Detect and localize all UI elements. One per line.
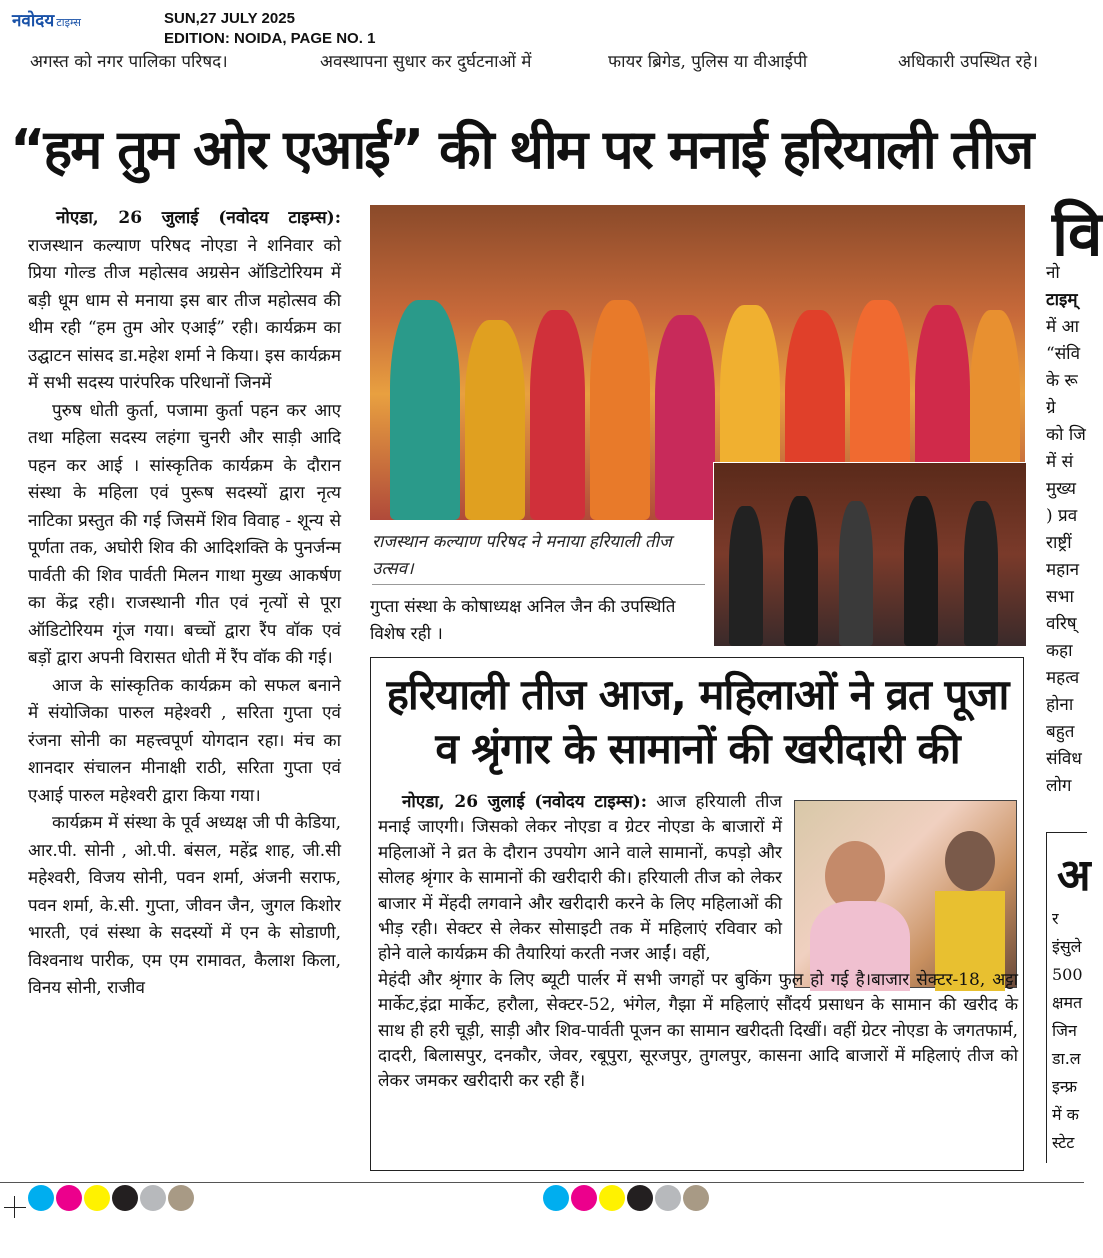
registration-swatch xyxy=(655,1185,681,1211)
fragment-line: सभा xyxy=(1046,587,1074,607)
adjacent-box-headline: अ xyxy=(1057,850,1091,901)
adjacent-headline: वि xyxy=(1052,197,1103,270)
newspaper-logo xyxy=(12,8,81,31)
fragment-line: जिन xyxy=(1052,1021,1077,1040)
strip-text: अवस्थापना सुधार कर दुर्घटनाओं में xyxy=(320,52,532,72)
article-lead xyxy=(378,790,782,968)
article-paragraph: आज के सांस्कृतिक कार्यक्रम को सफल बनाने में संयोजिका पारुल महेश्वरी , सरिता गुप्ता एवं रंजना सोनी का महत्त्वपूर्ण योगदान रहा। मंच का शानदार संचालन मीनाक्षी राठी, सरिता गुप्ता एवं एआई पारुल महेश्वरी द्वारा किया गया। xyxy=(28,675,341,806)
article-dateline: नोएडा, 26 जुलाई (नवोदय टाइम्स): xyxy=(56,208,341,228)
article-continuation: गुप्ता संस्था के कोषाध्यक्ष अनिल जैन की उपस्थिति विशेष रही । xyxy=(370,597,676,644)
edition-info xyxy=(164,9,375,49)
adjacent-box-text xyxy=(1052,905,1083,1157)
registration-swatch xyxy=(84,1185,110,1211)
fragment-line: को जि xyxy=(1046,425,1086,445)
fragment-line: के रू xyxy=(1046,371,1078,391)
fragment-line: नो xyxy=(1046,263,1060,283)
logo-subtext: टाइम्स xyxy=(56,16,81,29)
article-dateline: नोएडा, 26 जुलाई (नवोदय टाइम्स): xyxy=(402,792,648,812)
article-headline: “हम तुम ओर एआई” की थीम पर मनाई हरियाली तीज xyxy=(10,118,1033,181)
strip-text: अधिकारी उपस्थित रहे। xyxy=(898,52,1039,72)
fragment-line: लोग xyxy=(1046,776,1072,796)
fragment-line: “संवि xyxy=(1046,344,1081,364)
photo-caption: राजस्थान कल्याण परिषद ने मनाया हरियाली तीज उत्सव। xyxy=(372,532,672,579)
registration-swatch xyxy=(140,1185,166,1211)
fragment-line: मुख्य xyxy=(1046,479,1076,499)
article-body-column xyxy=(28,205,341,1175)
edition-date: SUN,27 JULY 2025 xyxy=(164,10,295,27)
fragment-line: टाइम् xyxy=(1046,290,1078,310)
logo-text: नवोदय xyxy=(12,11,55,31)
crosshair-icon xyxy=(4,1196,26,1218)
registration-swatch xyxy=(28,1185,54,1211)
fragment-line: वरिष् xyxy=(1046,614,1077,634)
article-body xyxy=(378,790,1018,1095)
registration-swatch xyxy=(56,1185,82,1211)
registration-swatch xyxy=(112,1185,138,1211)
fragment-line: में आ xyxy=(1046,317,1079,337)
adjacent-article-box xyxy=(1046,832,1091,1163)
fragment-line: क्षमत xyxy=(1052,993,1083,1012)
registration-swatch xyxy=(571,1185,597,1211)
fragment-line: इन्फ्र xyxy=(1052,1077,1077,1096)
article-headline: हरियाली तीज आज, महिलाओं ने व्रत पूजा व श्रृंगार के सामानों की खरीदारी की xyxy=(386,670,1009,773)
fragment-line: स्टेट xyxy=(1052,1133,1075,1152)
adjacent-article-fragment xyxy=(1046,260,1086,800)
fragment-line: डा.ल xyxy=(1052,1049,1081,1068)
fragment-line: होना xyxy=(1046,695,1074,715)
fragment-line: राष्ट्रीं xyxy=(1046,533,1072,553)
registration-swatch xyxy=(543,1185,569,1211)
edition-page: EDITION: NOIDA, PAGE NO. 1 xyxy=(164,30,376,47)
fragment-line: ग्रे xyxy=(1046,398,1056,418)
fragment-line: इंसुले xyxy=(1052,937,1082,956)
fragment-line: में सं xyxy=(1046,452,1074,472)
registration-swatch xyxy=(627,1185,653,1211)
registration-swatch xyxy=(599,1185,625,1211)
article-paragraph: आज हरियाली तीज मनाई जाएगी। जिसको लेकर नोएडा व ग्रेटर नोएडा के बाजारों में महिलाओं ने व्रत के दौरान उपयोग आने वाले सामानों, कपड़ो और सोलह श्रृंगार के सामानों की खरीदारी की। हरियाली तीज को लेकर बाजार में मेंहदी लगवाने और खरीदारी करने के लिए महिलाओं की भीड़ रही। सेक्टर से लेकर सोसाइटी तक में महिलाएं रविवार को होने वाले कार्यक्रम की तैयारियां करती नजर आईं। वहीं, xyxy=(378,792,783,965)
dance-performance-photo xyxy=(713,462,1027,647)
registration-swatch xyxy=(683,1185,709,1211)
fragment-line: संविध xyxy=(1046,749,1082,769)
fragment-line: ) प्रव xyxy=(1046,506,1078,526)
fragment-line: बहुत xyxy=(1046,722,1075,742)
strip-text: अगस्त को नगर पालिका परिषद। xyxy=(30,52,228,72)
fragment-line: महत्व xyxy=(1046,668,1080,688)
article-paragraph: कार्यक्रम में संस्था के पूर्व अध्यक्ष जी पी केडिया, आर.पी. सोनी , ओ.पी. बंसल, महेंद्र शाह, जी.सी महेश्वरी, विजय सोनी, पवन शर्मा, अंजनी सराफ, पवन शर्मा, के.सी. गुप्ता, जीवन जैन, जुगल किशोर भारती, एवं संस्था के सदस्यों में एन के सोडाणी, विश्वनाथ पारीक, एम एम रामावत, कैलाश किला, विनय सोनी, राजीव xyxy=(28,813,341,998)
previous-article-strip xyxy=(0,52,1084,80)
article-paragraph: राजस्थान कल्याण परिषद नोएडा ने शनिवार को प्रिया गोल्ड तीज महोत्सव अग्रसेन ऑडिटोरियम में बड़ी धूम धाम से मनाया इस बार तीज महोत्सव की थीम रही “हम तुम ओर एआई” रही। कार्यक्रम का उद्घाटन सांसद डा.महेश शर्मा ने किया। इस कार्यक्रम में सभी सदस्य पारंपरिक परिधानों जिनमें xyxy=(28,235,341,393)
strip-text: फायर ब्रिगेड, पुलिस या वीआईपी xyxy=(608,52,808,72)
fragment-line: में क xyxy=(1052,1105,1079,1124)
caption-divider xyxy=(372,584,705,585)
registration-swatch xyxy=(168,1185,194,1211)
fragment-line: कहा xyxy=(1046,641,1073,661)
fragment-line: 500 xyxy=(1052,965,1083,984)
fragment-line: महान xyxy=(1046,560,1080,580)
footer-rule xyxy=(0,1182,1084,1183)
article-paragraph: मेहंदी और श्रृंगार के लिए ब्यूटी पार्लर में सभी जगहों पर बुकिंग फुल हो गई है।बाजार सेक्टर-18, अट्टा मार्केट,इंद्रा मार्केट, हरौला, सेक्टर-52, भंगेल, गैझा में महिलाएं सौंदर्य प्रसाधन के सामान की खरीद के साथ ही हरी चूड़ी, साड़ी और शिव-पार्वती पूजन का सामान खरीदती दिखीं। वहीं ग्रेटर नोएडा के जगतफार्म, दादरी, बिलासपुर, दनकौर, जेवर, रबूपुरा, सूरजपुर, तुगलपुर, कासना आदि बाजारों में महिलाएं तीज को लेकर जमकर खरीदारी कर रही हैं। xyxy=(378,969,1018,1092)
article-paragraph: पुरुष धोती कुर्ता, पजामा कुर्ता पहन कर आए तथा महिला सदस्य लहंगा चुनरी और साड़ी आदि पहन कर आई । सांस्कृतिक कार्यक्रम के दौरान संस्था के महिला एवं पुरूष सदस्यों द्वारा नृत्य नाटिका प्रस्तुत की गई जिसमें शिव विवाह - शून्य से पूर्णता तक, अघोरी शिव की आदिशक्ति के पुनर्जन्म पार्वती की शिव पार्वती मिलन गाथा मुख्य आकर्षण का केंद्र रही। राजस्थानी गीत एवं नृत्यों से पूरा ऑडिटोरियम गूंज गया। बच्चों द्वारा रैंप वॉक एवं बड़ों द्वारा अपनी विरासत धोती में रैंप वॉक की गई। xyxy=(28,400,341,668)
fragment-line: र xyxy=(1052,909,1059,928)
